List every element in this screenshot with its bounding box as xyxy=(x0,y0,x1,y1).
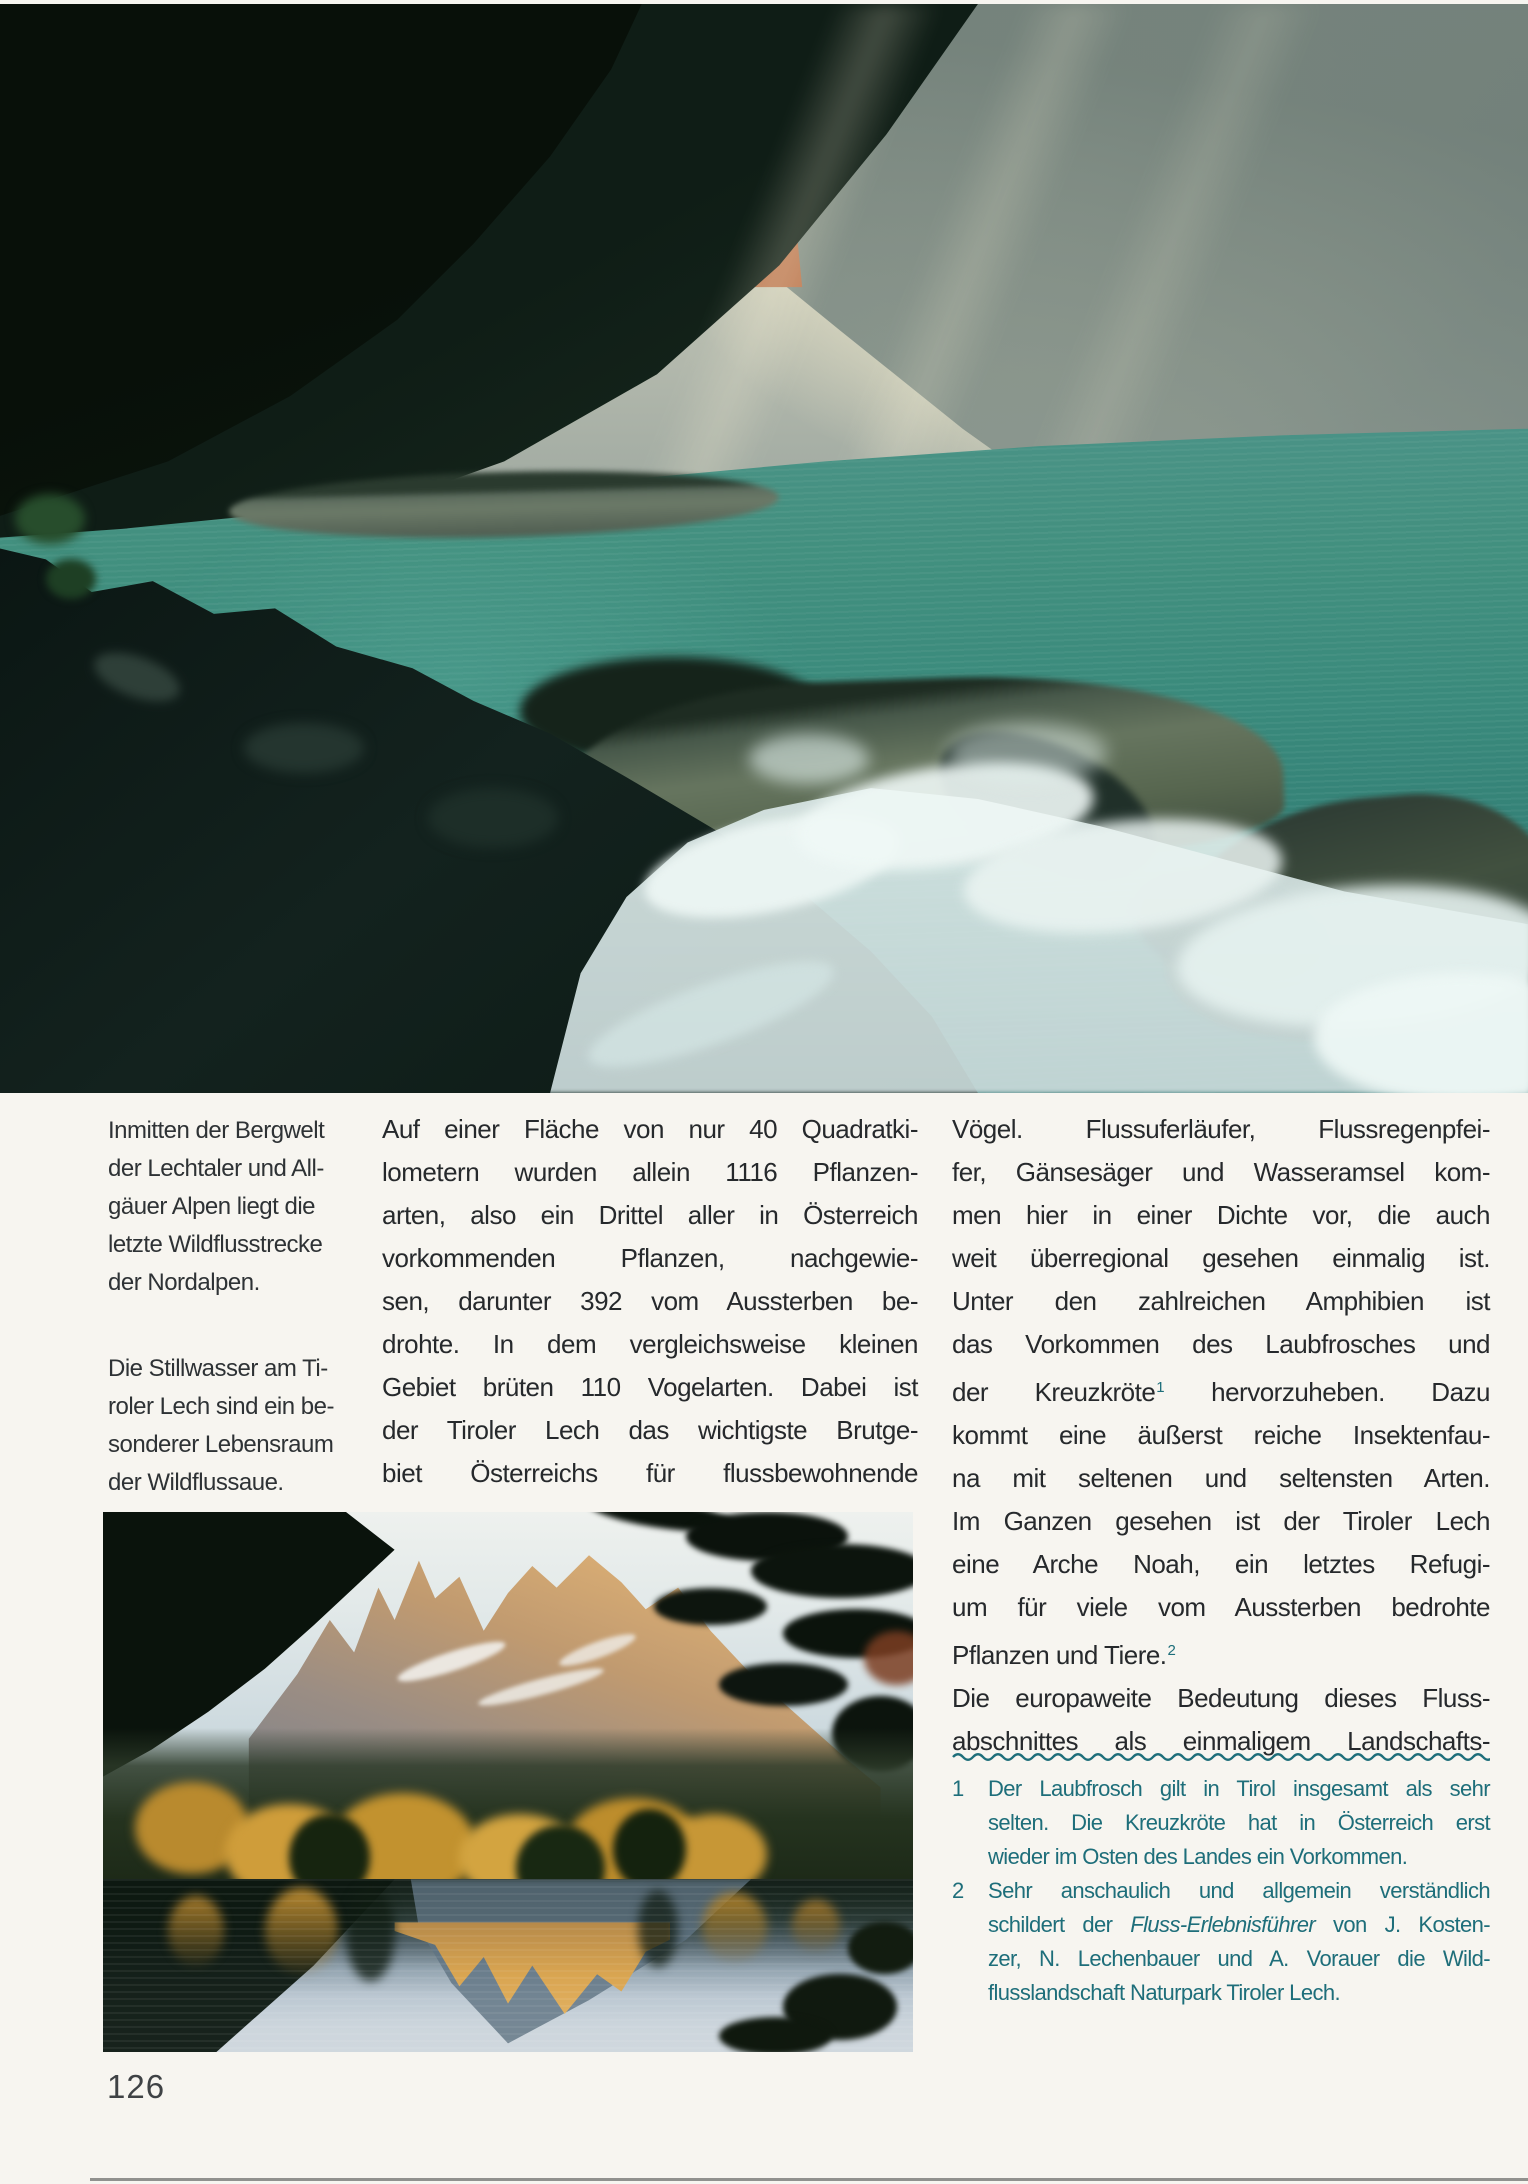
photo-caption-block-1 xyxy=(108,1112,373,1302)
scan-edge-artifact xyxy=(90,2178,1528,2181)
text-line: letzte Wildflusstrecke xyxy=(108,1231,323,1258)
text-line: fer, Gänsesäger und Wasseramsel kom- xyxy=(952,1157,1490,1187)
text-line: sen, darunter 392 vom Aussterben be- xyxy=(382,1286,918,1316)
text-line: 2 Sehr anschaulich und allgemein verständlich xyxy=(952,1878,1490,1903)
text-line: men hier in einer Dichte vor, die auch xyxy=(952,1200,1490,1230)
photo-green-foliage xyxy=(15,494,85,544)
body-column-right xyxy=(952,1108,1490,1763)
text-line: lometern wurden allein 1116 Pflanzen- xyxy=(382,1157,918,1187)
text-line: eine Arche Noah, ein letztes Refugi- xyxy=(952,1549,1490,1579)
text-line: abschnittes als einmaligem Landschafts- xyxy=(952,1726,1490,1756)
photo-caption-block-2 xyxy=(108,1350,373,1502)
text-line: Die Stillwasser am Ti- xyxy=(108,1355,328,1382)
text-line: um für viele vom Aussterben bedrohte xyxy=(952,1592,1490,1622)
text-line: wieder im Osten des Landes ein Vorkommen. xyxy=(988,1844,1408,1869)
mountain-lake-reflection-photo xyxy=(103,1512,913,2052)
text-line: biet Österreichs für flussbewohnende xyxy=(382,1458,918,1488)
photo-rock-highlight xyxy=(428,788,558,848)
footnotes-block xyxy=(952,1772,1490,2010)
text-line: kommt eine äußerst reiche Insektenfau- xyxy=(952,1420,1490,1450)
text-line: zer, N. Lechenbauer und A. Vorauer die Wild- xyxy=(988,1946,1490,1971)
footnote-1 xyxy=(952,1772,1490,1874)
photo2-foreground-bush xyxy=(848,1922,913,1974)
text-line: schildert der Fluss-Erlebnisführer von J. Kosten- xyxy=(988,1912,1490,1937)
text-line: Unter den zahlreichen Amphibien ist xyxy=(952,1286,1490,1316)
photo-foam-spray xyxy=(947,723,1107,783)
text-line: weit überregional gesehen einmalig ist. xyxy=(952,1243,1490,1273)
text-line: Auf einer Fläche von nur 40 Quadratki- xyxy=(382,1114,918,1144)
text-line: der Lechtaler und All- xyxy=(108,1155,324,1182)
text-line: das Vorkommen des Laubfrosches und xyxy=(952,1329,1490,1359)
photo2-conifer-dark xyxy=(613,1809,686,1890)
photo-foam-spray xyxy=(749,734,869,784)
wild-river-lech-photo xyxy=(0,4,1528,1093)
photo2-lake-layer xyxy=(103,1879,913,2052)
footnote-divider-wave xyxy=(952,1750,1490,1764)
text-line: der Wildflussaue. xyxy=(108,1469,284,1496)
text-line: Im Ganzen gesehen ist der Tiroler Lech xyxy=(952,1506,1490,1536)
text-line: der Tiroler Lech das wichtigste Brutge- xyxy=(382,1415,918,1445)
text-line: gäuer Alpen liegt die xyxy=(108,1193,315,1220)
text-line: der Kreuzkröte$^1$ hervorzuheben. Dazu xyxy=(952,1377,1490,1407)
text-line: der Nordalpen. xyxy=(108,1269,260,1296)
photo2-pine-branch xyxy=(654,1588,767,1626)
text-line: Gebiet brüten 110 Vogelarten. Dabei ist xyxy=(382,1372,918,1402)
text-line: flusslandschaft Naturpark Tiroler Lech. xyxy=(988,1980,1340,2005)
text-line: selten. Die Kreuzkröte hat in Österreich erst xyxy=(988,1810,1490,1835)
text-line: Die europaweite Bedeutung dieses Fluss- xyxy=(952,1683,1490,1713)
text-line: sonderer Lebensraum xyxy=(108,1431,334,1458)
text-line: na mit seltenen und seltensten Arten. xyxy=(952,1463,1490,1493)
photo-green-foliage xyxy=(46,559,96,599)
photo-rock-highlight xyxy=(244,723,364,773)
text-line: Vögel. Flussuferläufer, Flussregenpfei- xyxy=(952,1114,1490,1144)
footnote-2 xyxy=(952,1874,1490,2010)
body-column-left xyxy=(382,1108,918,1495)
text-line: 1 Der Laubfrosch gilt in Tirol insgesamt als sehr xyxy=(952,1776,1490,1801)
text-line: drohte. In dem vergleichsweise kleinen xyxy=(382,1329,918,1359)
text-line: Pflanzen und Tiere.$^2$ xyxy=(952,1640,1176,1670)
page-number: 126 xyxy=(107,2068,166,2105)
text-line: arten, also ein Drittel aller in Österreich xyxy=(382,1200,918,1230)
text-line: vorkommenden Pflanzen, nachgewie- xyxy=(382,1243,918,1273)
photo2-foreground-bush xyxy=(719,2017,832,2052)
text-line: Inmitten der Bergwelt xyxy=(108,1117,325,1144)
text-line: roler Lech sind ein be- xyxy=(108,1393,334,1420)
